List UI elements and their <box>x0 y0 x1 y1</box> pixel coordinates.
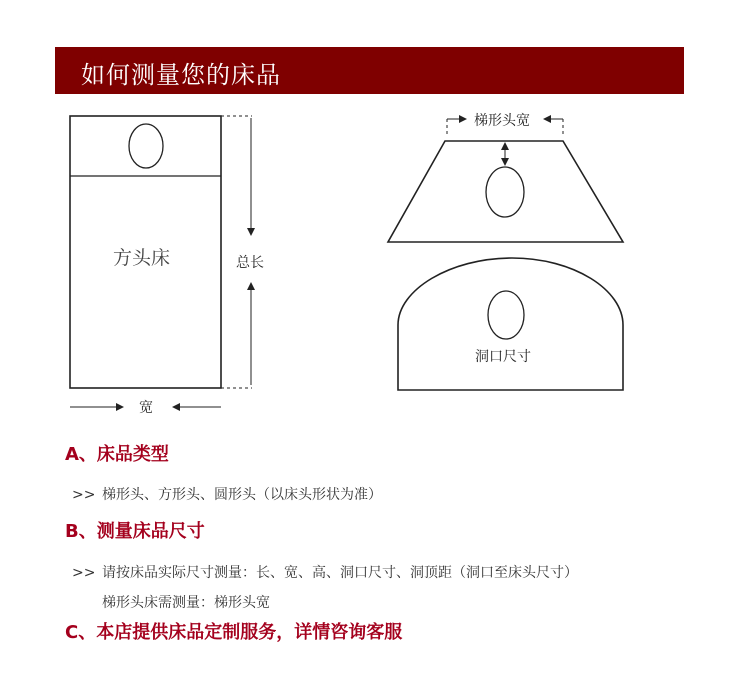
section-b-line-1 <box>72 562 578 582</box>
square-bed-label: 方头床 <box>113 247 171 269</box>
square-bed-hole <box>129 124 163 168</box>
round-bed-diagram <box>398 258 623 390</box>
width-label: 宽 <box>139 400 153 416</box>
hole-size-label: 洞口尺寸 <box>475 349 531 365</box>
bullet-prefix: >> <box>72 487 96 503</box>
trapezoid-measure-text: 梯形头床需测量：梯形头宽 <box>102 595 270 611</box>
bullet-prefix: >> <box>72 565 96 581</box>
total-length-label: 总长 <box>236 255 264 271</box>
measure-items-text: 请按床品实际尺寸测量：长、宽、高、洞口尺寸、洞顶距（洞口至床头尺寸） <box>102 565 578 581</box>
round-bed-outline <box>398 258 623 390</box>
section-a-heading: A、床品类型 <box>65 444 169 465</box>
section-a-line <box>72 484 382 504</box>
round-bed-hole <box>488 291 524 339</box>
trapezoid-bed-diagram <box>388 119 623 242</box>
page-title: 如何测量您的床品 <box>81 61 281 89</box>
bed-types-text: 梯形头、方形头、圆形头（以床头形状为准） <box>102 487 382 503</box>
section-b-heading: B、测量床品尺寸 <box>65 521 205 542</box>
section-c-heading: C、本店提供床品定制服务，详情咨询客服 <box>65 622 403 643</box>
trapezoid-hole <box>486 167 524 217</box>
trapezoid-width-label: 梯形头宽 <box>474 113 530 129</box>
section-b-line-2 <box>72 592 270 612</box>
